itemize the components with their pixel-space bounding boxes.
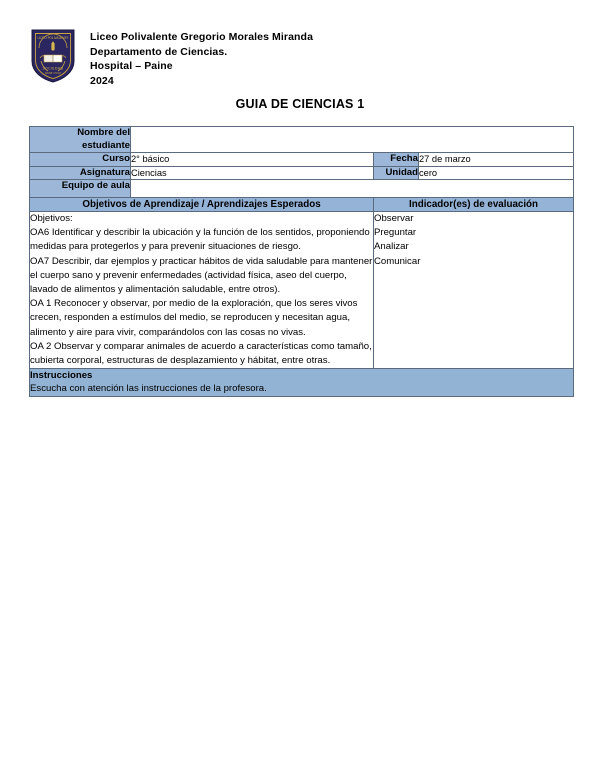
table-row-nombre: [30, 127, 574, 153]
unidad-label: Unidad: [374, 166, 419, 180]
guide-table: [29, 126, 574, 397]
objetivo-item: lavado de alimentos y alimentación saludable, entre otros).: [30, 284, 281, 296]
svg-text:LICEO POLIVALENTE: LICEO POLIVALENTE: [37, 36, 69, 40]
content-row: [30, 212, 574, 369]
page-title: GUIA DE CIENCIAS 1: [235, 97, 365, 111]
indicadores-cell: [374, 212, 574, 369]
nombre-value[interactable]: [131, 127, 574, 153]
instrucciones-header: Instrucciones: [30, 369, 574, 383]
objetivo-item: OA 2 Observar y comparar animales de acuerdo a características como tamaño, cubierta corporal, estructuras de desplazamiento y hábitat, entre otras.: [30, 340, 372, 367]
fecha-value[interactable]: 27 de marzo: [419, 153, 574, 167]
objetivo-item: OA 1 Reconocer y observar, por medio de la exploración, que los seres vivos crecen, responden a estímulos del medio, se reproducen y necesitan agua, alimento y aire para vivir, comparándolos con las cosas no vivas.: [30, 298, 358, 338]
objetivos-heading: Objetivos:: [30, 213, 73, 224]
location: Hospital – Paine: [90, 60, 173, 72]
instrucciones-text: Escucha con atención las instrucciones de la profesora.: [30, 382, 574, 397]
indicador-item: Comunicar: [374, 255, 421, 267]
section-header-row: [30, 198, 574, 212]
school-name: Liceo Polivalente Gregorio Morales Miranda: [90, 31, 314, 43]
department-name: Departamento de Ciencias.: [90, 45, 228, 58]
table-row-equipo: [30, 180, 574, 198]
letterhead: [30, 28, 313, 88]
indicador-item: Analizar: [374, 241, 409, 253]
table-row-asignatura-unidad: [30, 166, 574, 180]
svg-text:PAINE CHILE: PAINE CHILE: [45, 72, 61, 75]
fecha-label: Fecha: [374, 153, 419, 167]
instructions-body-row: [30, 382, 574, 397]
letterhead-text-block: [90, 28, 313, 88]
instructions-header-row: [30, 369, 574, 383]
indicador-item: Observar: [374, 213, 414, 224]
unidad-value[interactable]: cero: [419, 166, 574, 180]
year: 2024: [90, 74, 114, 87]
curso-value[interactable]: 2° básico: [131, 153, 374, 167]
equipo-value[interactable]: [131, 180, 574, 198]
nombre-label: Nombre del estudiante: [30, 127, 131, 153]
curso-label: Curso: [30, 153, 131, 167]
table-row-curso-fecha: [30, 153, 574, 167]
objetivo-item: OA6 Identificar y describir la ubicación y la función de los sentidos, proponiendo medidas para protegerlos y para prevenir situaciones de riesgo.: [30, 227, 370, 253]
objetivos-cell: [30, 212, 374, 369]
indicadores-header: Indicador(es) de evaluación: [374, 198, 574, 212]
objetivo-item: OA7 Describir, dar ejemplos y practicar hábitos de vida saludable para mantener el cuerpo sano y prevenir enfermedades (actividad física, aseo del cuerpo,: [30, 255, 373, 281]
school-crest-icon: [30, 28, 76, 83]
equipo-label: Equipo de aula: [30, 180, 131, 198]
objetivos-header: Objetivos de Aprendizaje / Aprendizajes Esperados: [30, 198, 374, 212]
svg-text:SOCIEDAD: SOCIEDAD: [42, 66, 64, 71]
asignatura-label: Asignatura: [30, 166, 131, 180]
asignatura-value[interactable]: Ciencias: [131, 166, 374, 180]
indicador-item: Preguntar: [374, 227, 417, 239]
